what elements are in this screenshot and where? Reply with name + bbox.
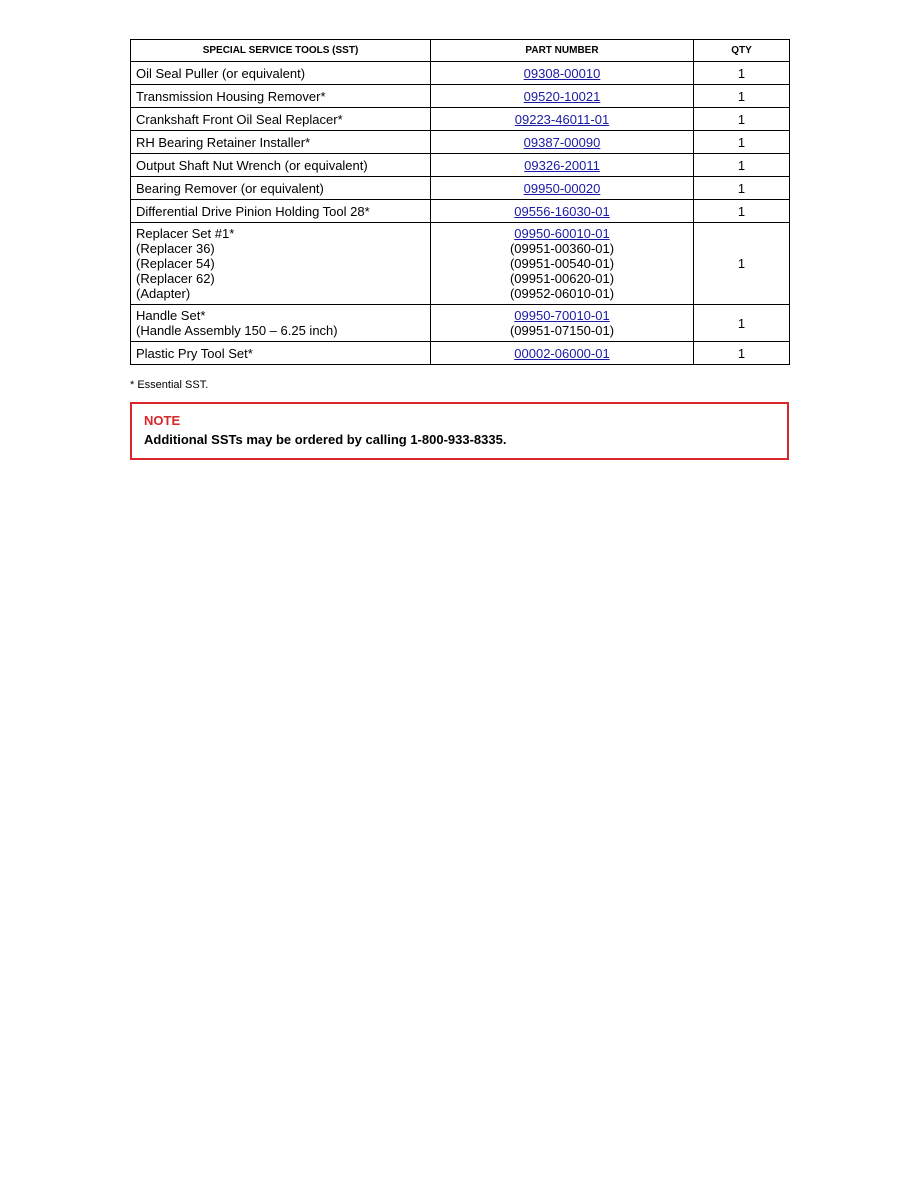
part-number-cell [431, 154, 694, 177]
tool-name: Replacer Set #1* [136, 226, 235, 241]
qty-cell: 1 [694, 305, 790, 342]
footnote: * Essential SST. [130, 379, 209, 391]
part-number-link[interactable]: 09950-70010-01 [514, 308, 610, 323]
qty-cell: 1 [694, 131, 790, 154]
part-number-cell [431, 62, 694, 85]
sst-table [130, 39, 790, 365]
table-row [131, 108, 790, 131]
part-number-link[interactable]: 09308-00010 [523, 65, 601, 81]
sub-part-number: (09951-00620-01) [509, 271, 615, 286]
tool-name: Output Shaft Nut Wrench (or equivalent) [136, 157, 368, 173]
table-row [131, 85, 790, 108]
tool-name-cell [131, 108, 431, 131]
table-row [131, 223, 790, 305]
part-number-cell [431, 305, 694, 342]
tool-name-cell [131, 85, 431, 108]
part-number-line [436, 308, 688, 323]
part-number-cell [431, 223, 694, 305]
qty-cell: 1 [694, 154, 790, 177]
qty-cell: 1 [694, 108, 790, 131]
tool-name-cell [131, 154, 431, 177]
part-number-line [436, 135, 688, 150]
part-number-cell [431, 108, 694, 131]
table-row [131, 154, 790, 177]
tool-name: (Replacer 36) [136, 241, 215, 256]
part-number-line [436, 346, 688, 361]
part-number-line [436, 323, 688, 338]
table-row [131, 342, 790, 365]
tool-name: (Replacer 54) [136, 256, 215, 271]
table-row [131, 305, 790, 342]
part-number-line [436, 286, 688, 301]
note-title: NOTE [144, 413, 181, 428]
part-number-link[interactable]: 09326-20011 [524, 157, 600, 173]
part-number-line [436, 226, 688, 241]
note-body: Additional SSTs may be ordered by calling 1-800-933-8335. [144, 432, 507, 447]
table-row [131, 177, 790, 200]
note-box [130, 402, 789, 460]
tool-name-cell [131, 177, 431, 200]
part-number-cell [431, 342, 694, 365]
tool-name: Bearing Remover (or equivalent) [136, 180, 324, 196]
qty-cell: 1 [694, 62, 790, 85]
sub-part-number: (09951-07150-01) [509, 323, 615, 338]
part-number-line [436, 271, 688, 286]
tool-name: (Replacer 62) [136, 271, 215, 286]
sub-part-number: (09952-06010-01) [509, 286, 615, 301]
table-row [131, 200, 790, 223]
qty-cell: 1 [694, 85, 790, 108]
part-number-cell [431, 85, 694, 108]
document-page [130, 39, 789, 460]
qty-cell: 1 [694, 342, 790, 365]
part-number-line [436, 89, 688, 104]
sub-part-number: (09951-00360-01) [509, 241, 615, 256]
qty-cell: 1 [694, 177, 790, 200]
part-number-cell [431, 177, 694, 200]
qty-cell: 1 [694, 223, 790, 305]
tool-name-cell [131, 131, 431, 154]
part-number-line [436, 241, 688, 256]
part-number-link[interactable]: 00002-06000-01 [514, 345, 610, 361]
part-number-line [436, 256, 688, 271]
tool-name: Handle Set* [136, 308, 206, 323]
part-number-link[interactable]: 09556-16030-01 [514, 203, 610, 219]
tool-name-cell [131, 200, 431, 223]
tool-name: (Adapter) [136, 286, 191, 301]
tool-name: Oil Seal Puller (or equivalent) [136, 65, 306, 81]
header-tool: SPECIAL SERVICE TOOLS (SST) [131, 40, 431, 62]
tool-name-cell [131, 62, 431, 85]
tool-name: (Handle Assembly 150 – 6.25 inch) [136, 323, 338, 338]
tool-name: Differential Drive Pinion Holding Tool 28* [136, 203, 370, 219]
part-number-line [436, 204, 688, 219]
part-number-line [436, 158, 688, 173]
part-number-cell [431, 131, 694, 154]
tool-name: RH Bearing Retainer Installer* [136, 134, 311, 150]
tool-name-cell [131, 305, 431, 342]
tool-name-cell [131, 223, 431, 305]
sst-table-header-row [131, 40, 790, 62]
part-number-cell [431, 200, 694, 223]
part-number-link[interactable]: 09950-00020 [523, 180, 601, 196]
qty-cell: 1 [694, 200, 790, 223]
part-number-link[interactable]: 09520-10021 [523, 88, 601, 104]
part-number-link[interactable]: 09387-00090 [523, 134, 601, 150]
part-number-line [436, 181, 688, 196]
sub-part-number: (09951-00540-01) [509, 256, 615, 271]
tool-name: Transmission Housing Remover* [136, 88, 326, 104]
sst-table-body [131, 62, 790, 365]
table-row [131, 62, 790, 85]
part-number-link[interactable]: 09950-60010-01 [514, 226, 610, 241]
header-qty: QTY [694, 40, 790, 62]
part-number-line [436, 66, 688, 81]
part-number-line [436, 112, 688, 127]
table-row [131, 131, 790, 154]
tool-name: Plastic Pry Tool Set* [136, 345, 253, 361]
tool-name-cell [131, 342, 431, 365]
header-part-number: PART NUMBER [431, 40, 694, 62]
part-number-link[interactable]: 09223-46011-01 [514, 111, 610, 127]
tool-name: Crankshaft Front Oil Seal Replacer* [136, 111, 343, 127]
